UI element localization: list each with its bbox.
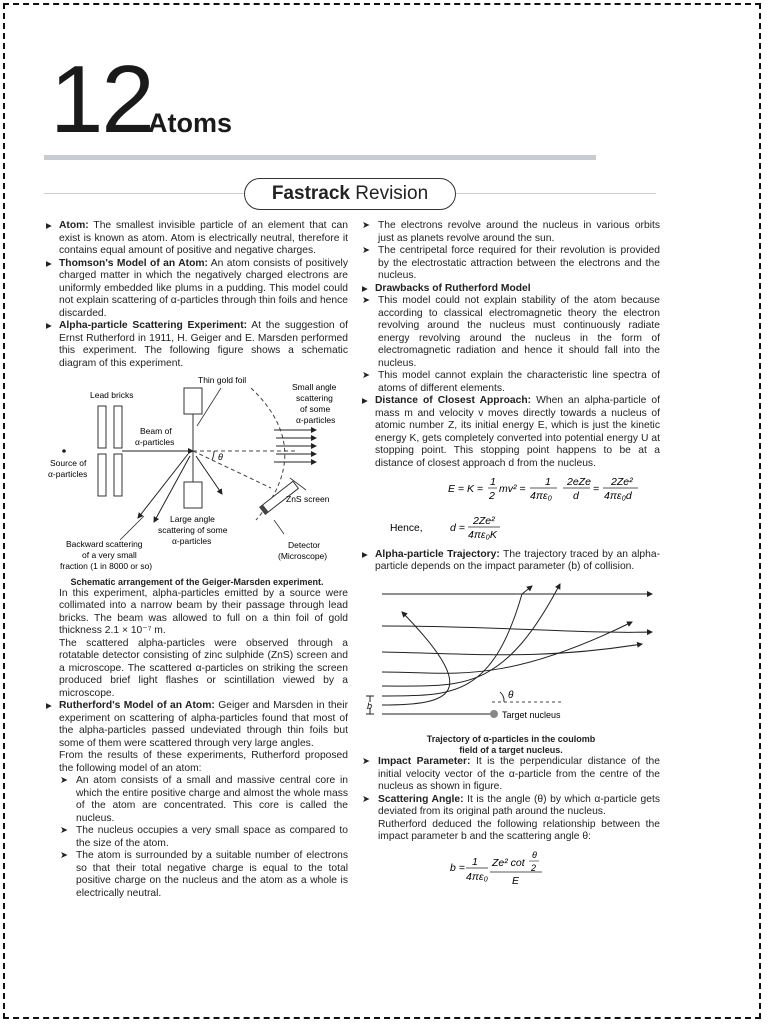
scattering-angle-point (362, 794, 660, 819)
label-source-2: α-particles (48, 469, 88, 479)
svg-text:2: 2 (489, 490, 495, 502)
label-thin-gold-foil: Thin gold foil (198, 375, 247, 385)
svg-text:b =: b = (450, 861, 465, 874)
impact-term: Impact Parameter: (378, 756, 471, 767)
closest-approach-bullet (362, 395, 660, 470)
atom-bullet (46, 220, 348, 258)
svg-text:2Ze²: 2Ze² (611, 476, 633, 488)
banner-line-right (456, 193, 656, 194)
trajectory-diagram (362, 574, 660, 730)
alpha-term: Alpha-particle Scattering Experiment: (59, 320, 248, 331)
svg-text:4πε₀: 4πε₀ (530, 490, 552, 502)
lead-brick-3 (98, 454, 106, 496)
b-label: b (367, 700, 373, 711)
label-backward-3: fraction (1 in 8000 or so) (60, 561, 153, 571)
traj-theta-arc (500, 692, 504, 702)
scattering-equation (362, 844, 660, 888)
label-small-angle-4: α-particles (296, 415, 336, 425)
svg-text:1: 1 (545, 476, 551, 488)
target-nucleus (490, 710, 498, 718)
rutherford-text: Geiger and Marsden in their experiment on scattering of alpha-particles found that most of the alpha-particles passed undeviated through thin foils but some of them were scattered through very large angles. (59, 700, 348, 749)
label-backward-1: Backward scattering (66, 539, 143, 549)
impact-parameter-point (362, 756, 660, 794)
atom-text: The smallest invisible particle of an element that can exist is known as atom. Atom is electrically neutral, therefore it contains equal amount of positive and negative charges. (59, 220, 348, 256)
label-large-3: α-particles (172, 536, 212, 546)
label-small-angle-3: of some (300, 404, 331, 414)
svg-text:4πε₀: 4πε₀ (466, 870, 488, 883)
foil-holder-top (184, 388, 202, 414)
drawbacks-term: Drawbacks of Rutherford Model (375, 282, 531, 294)
svg-text:4πε₀d: 4πε₀d (604, 490, 632, 502)
backward-ray-1 (138, 454, 188, 518)
label-lead-bricks: Lead bricks (90, 390, 134, 400)
label-detector-2: (Microscope) (278, 551, 328, 561)
svg-text:θ: θ (532, 849, 537, 860)
chapter-title: Atoms (148, 108, 233, 138)
backward-pointer (120, 516, 144, 540)
svg-text:mv² =: mv² = (499, 483, 526, 495)
svg-text:Ze² cot: Ze² cot (492, 856, 525, 869)
drawback-1: ➤ This model could not explain stability of the atom because according to classical electromagnetic theory the electron revolving around the nucleus must continuously radiate energy revolving around the nucleus in the form of electromagnetic radiation and hence it should fall into the nucleus. (362, 295, 660, 370)
traj-6 (382, 586, 532, 696)
source-dot (62, 449, 66, 453)
thomson-text: An atom consists of positively charged matter in which the negatively charged electrons are uniformly embedded like plums in a pudding. This model could not explain scattering of α-particles through thin foils and hence discarded. (59, 257, 348, 319)
lead-brick-4 (114, 454, 122, 496)
figure1-caption: Schematic arrangement of the Geiger-Marsden experiment. (70, 576, 324, 587)
left-column (46, 220, 348, 900)
label-beam-1: Beam of (140, 426, 172, 436)
svg-text:1: 1 (472, 855, 478, 868)
right-column (362, 220, 660, 892)
geiger-marsden-figure (46, 370, 348, 588)
label-small-angle-2: scattering (296, 393, 333, 403)
lead-brick-1 (98, 406, 106, 448)
label-large-2: scattering of some (158, 525, 228, 535)
figure2-caption-2: field of a target nucleus. (459, 745, 563, 755)
geiger-marsden-diagram (46, 370, 348, 572)
trajectory-bullet (362, 549, 660, 574)
target-label: Target nucleus (502, 709, 561, 720)
svg-text:4πε₀K: 4πε₀K (468, 529, 497, 541)
label-source-1: Source of (50, 458, 87, 468)
scattering-text: It is the angle (θ) by which α-particle gets deviated from its original path around the nucleus. (378, 793, 660, 817)
fastrack-revision-banner (244, 178, 456, 210)
banner-line-left (44, 193, 244, 194)
alpha-bullet (46, 320, 348, 370)
model-point-2: ➤ The nucleus occupies a very small space as compared to the size of the atom. (46, 825, 348, 850)
model-point-4: ➤ The electrons revolve around the nucleus in various orbits just as planets revolve around the sun. (362, 220, 660, 245)
rutherford-bullet (46, 700, 348, 750)
label-zns: ZnS screen (286, 494, 330, 504)
title-rule (44, 155, 596, 160)
impact-text: It is the perpendicular distance of the initial velocity vector of the α-particle from the centre of the nucleus as shown in figure. (378, 756, 660, 792)
label-backward-2: of a very small (82, 550, 137, 560)
svg-text:=: = (593, 483, 600, 495)
chapter-number: 12 (50, 46, 153, 153)
svg-text:2Ze²: 2Ze² (473, 515, 495, 527)
fig-theta: θ (218, 452, 223, 462)
energy-equations (362, 470, 660, 544)
svg-text:d: d (573, 490, 579, 502)
label-small-angle-1: Small angle (292, 382, 337, 392)
thomson-term: Thomson's Model of an Atom: (59, 257, 208, 269)
trajectory-text: The trajectory traced by an alpha-particle depends on the impact parameter (b) of collision. (375, 548, 661, 572)
svg-text:2eZe: 2eZe (567, 476, 591, 488)
drawbacks-heading (362, 283, 660, 296)
lead-brick-2 (114, 406, 122, 448)
foil-holder-bottom (184, 482, 202, 508)
drawback-2: ➤ This model cannot explain the characteristic line spectra of atoms of different elements. (362, 370, 660, 395)
experiment-paragraph-2: The scattered alpha-particles were observed through a rotatable detector consisting of zinc sulphide (ZnS) screen and a microscope. The scattered α-particles on striking the screen produced brief light flashes or scintillation viewed by a microscope. (59, 637, 348, 699)
rutherford-paragraph-2: From the results of these experiments, Rutherford proposed the following model of an atom: (59, 750, 348, 774)
detector-pointer (274, 520, 284, 534)
atom-term: Atom: (59, 220, 89, 231)
traj-5 (382, 584, 560, 686)
traj-4 (382, 622, 632, 673)
banner-regular: Revision (350, 183, 429, 204)
scattering-term: Scattering Angle: (378, 793, 464, 805)
svg-text:d =: d = (450, 522, 465, 534)
label-beam-2: α-particles (135, 437, 175, 447)
rutherford-term: Rutherford's Model of an Atom: (59, 700, 215, 711)
closest-approach-term: Distance of Closest Approach: (375, 395, 532, 406)
thomson-bullet (46, 258, 348, 321)
model-point-3: ➤ The atom is surrounded by a suitable number of electrons so that their total negative charge is equal to the total positive charge on the nucleus and the atom as a whole is electrically neutral. (46, 850, 348, 900)
label-detector-1: Detector (288, 540, 321, 550)
hence-label: Hence, (390, 523, 423, 534)
alpha-text: At the suggestion of Ernst Rutherford in 1911, H. Geiger and E. Marsden performed this experiment. The following figure shows a schematic diagram of this experiment. (59, 320, 348, 369)
experiment-paragraph-1: In this experiment, alpha-particles emitted by a source were collimated into a narrow beam by their passage through lead bricks. The beam was allowed to full on a thin foil of gold thickness 2.1 × 10⁻⁷ m. (59, 587, 348, 636)
svg-text:E: E (512, 874, 520, 887)
trajectory-figure (362, 574, 660, 757)
svg-text:1: 1 (490, 476, 496, 488)
traj-theta: θ (508, 689, 514, 701)
svg-text:2: 2 (531, 862, 537, 873)
theta-arc (212, 451, 214, 460)
model-point-5: ➤ The centripetal force required for their revolution is provided by the electrostatic attraction between the electrons and the nucleus. (362, 245, 660, 283)
trajectory-term: Alpha-particle Trajectory: (375, 548, 500, 560)
closest-approach-text: When an alpha-particle of mass m and velocity v moves directly towards a nucleus of atomic number Z, its initial energy E, which is just the kinetic energy K, gets completely converted into potential energy U at stopping point. This stopping point happens to be at a distance of closest approach d from the nucleus. (375, 395, 661, 469)
label-large-1: Large angle (170, 514, 215, 524)
scattering-paragraph-2: Rutherford deduced the following relationship between the impact parameter b and the scattering angle θ: (378, 818, 660, 842)
figure2-caption-1: Trajectory of α-particles in the coulomb (426, 734, 596, 744)
model-point-1: ➤ An atom consists of a small and massive central core in which the entire positive charge and almost the whole mass of the atom are concentrated. This core is called the nucleus. (46, 775, 348, 825)
svg-text:E = K =: E = K = (448, 483, 484, 495)
banner-bold: Fastrack (271, 183, 350, 204)
